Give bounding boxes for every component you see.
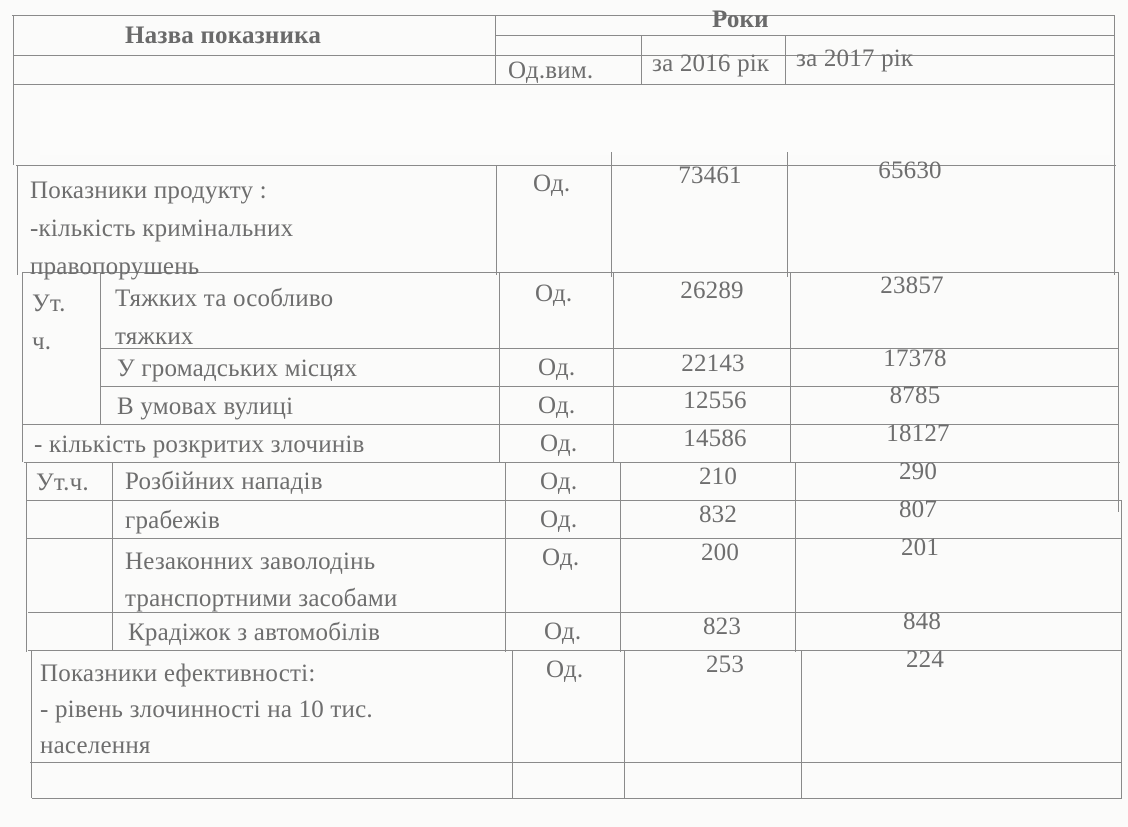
value-2017: 8785 — [889, 382, 941, 409]
value-2016: 832 — [698, 501, 738, 528]
row-label: У громадських місцях — [117, 355, 358, 382]
rule — [495, 15, 496, 85]
unit-cell: Од. — [542, 544, 580, 571]
rule — [790, 272, 791, 462]
value-2016: 210 — [698, 463, 738, 490]
unit-cell: Од. — [540, 506, 578, 533]
row-label: Розбійних нападів — [125, 468, 323, 495]
row-label: Тяжких та особливо тяжких — [115, 285, 334, 350]
row-label: Показники продукту : -кількість кримінальних правопорушень — [30, 177, 294, 280]
unit-cell: Од. — [540, 430, 578, 457]
rule — [785, 35, 786, 85]
value-2017: 65630 — [878, 157, 942, 184]
value-2017: 201 — [900, 534, 940, 561]
unit-cell: Од. — [544, 618, 582, 645]
rule — [1121, 500, 1122, 798]
value-2017: 23857 — [880, 272, 944, 299]
column-header-2017: за 2017 рік — [796, 45, 914, 72]
rule — [795, 462, 796, 652]
column-header-name: Назва показника — [125, 22, 322, 49]
rule — [12, 15, 1114, 16]
rule — [620, 462, 621, 652]
value-2016: 253 — [705, 651, 745, 678]
rule — [22, 272, 23, 462]
value-2016: 200 — [700, 539, 740, 566]
value-2016: 73461 — [678, 162, 742, 189]
rule — [787, 152, 788, 277]
rule — [801, 650, 802, 798]
rule — [31, 650, 32, 798]
row-prefix: Ут.ч. — [36, 469, 89, 496]
column-header-years: Роки — [712, 6, 769, 33]
column-header-2016: за 2016 рік — [652, 50, 770, 77]
value-2017: 807 — [898, 496, 938, 523]
rule — [100, 272, 101, 424]
rule — [613, 272, 614, 462]
row-label: Показники ефективності: - рівень злочинності на 10 тис. населення — [40, 660, 373, 759]
rule — [1114, 15, 1115, 275]
unit-cell: Од. — [540, 468, 578, 495]
value-2017: 224 — [905, 646, 945, 673]
rule — [505, 462, 506, 652]
value-2016: 22143 — [681, 350, 745, 377]
rule — [112, 462, 113, 650]
row-prefix: Ут. ч. — [32, 290, 66, 355]
value-2016: 14586 — [683, 425, 747, 452]
value-2016: 823 — [702, 613, 742, 640]
rule — [17, 165, 18, 275]
rule — [26, 462, 27, 652]
row-label: - кількість розкритих злочинів — [34, 431, 365, 458]
value-2016: 12556 — [683, 387, 747, 414]
rule — [496, 165, 497, 275]
unit-cell: Од. — [546, 656, 584, 683]
column-header-unit: Од.вим. — [508, 57, 594, 84]
row-label: грабежів — [125, 507, 220, 534]
unit-cell: Од. — [538, 392, 576, 419]
unit-cell: Од. — [533, 170, 571, 197]
blank-band — [40, 100, 1110, 155]
rule — [624, 650, 625, 798]
rule — [495, 35, 1114, 36]
rule — [512, 650, 513, 798]
value-2017: 290 — [898, 458, 938, 485]
row-label: Незаконних заволодінь транспортними засобами — [125, 548, 398, 612]
value-2017: 17378 — [883, 345, 947, 372]
rule — [499, 272, 500, 462]
unit-cell: Од. — [535, 280, 573, 307]
value-2017: 18127 — [886, 420, 950, 447]
rule — [1118, 272, 1119, 512]
rule — [13, 15, 14, 165]
row-label: В умовах вулиці — [117, 393, 294, 420]
value-2017: 848 — [902, 608, 942, 635]
row-label: Крадіжок з автомобілів — [128, 619, 381, 646]
rule — [611, 152, 612, 277]
unit-cell: Од. — [538, 354, 576, 381]
value-2016: 26289 — [680, 277, 744, 304]
rule — [641, 35, 642, 85]
rule — [32, 798, 1122, 799]
